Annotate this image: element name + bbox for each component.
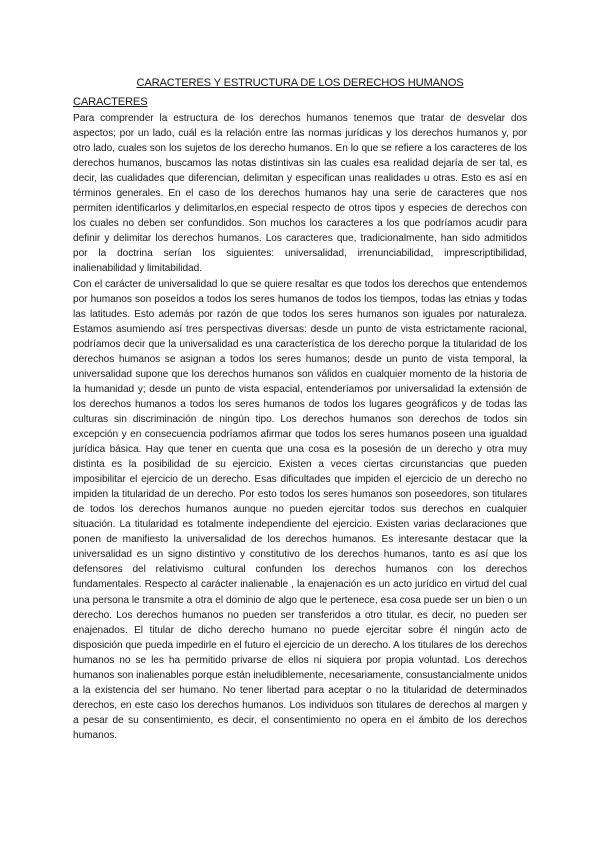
- paragraph-2: Con el carácter de universalidad lo que se quiere resaltar es que todos los derechos que entendemos por humanos son poseídos a todos los seres humanos de todos los tiempos, todas las etnias y todas las latitudes. Esto además por razón de que todos los seres humanos son iguales por naturaleza. Estamos asumiendo así tres perspectivas diversas: desde un punto de vista estrictamente racional, podríamos decir que la universalidad es una característica de los derecho porque la titularidad de los derechos humanos se asignan a todos los seres humanos; desde un punto de vista temporal, la universalidad supone que los derechos humanos son válidos en cualquier momento de la historia de la humanidad y; desde un punto de vista espacial, entenderíamos por universalidad la extensión de los derechos humanos a todos los seres humanos de todos los lugares geográficos y de todas las culturas sin discriminación de ningún tipo. Los derechos humanos son derechos de todos sin excepción y en consecuencia podríamos afirmar que todos los seres humanos poseen una igualdad jurídica básica. Hay que tener en cuenta que una cosa es la posesión de un derecho y otra muy distinta es la posibilidad de su ejercicio. Existen a veces ciertas circunstancias que pueden imposibilitar el ejercicio de un derecho. Esas dificultades que impiden el ejercicio de un derecho no impiden la titularidad de un derecho. Por esto todos los seres humanos son poseedores, son titulares de todos los derechos humanos aunque no pueden ejercitar todos sus derechos en cualquier situación. La titularidad es totalmente independiente del ejercicio. Existen varias declaraciones que ponen de manifiesto la universalidad de los derechos humanos. Es interesante destacar que la universalidad es un signo distintivo y constitutivo de los derechos humanos, tanto es así que los defensores del relativismo cultural confunden los derechos humanos con los derechos fundamentales. Respecto al carácter inalienable , la enajenación es un acto jurídico en virtud del cual una persona le transmite a otra el dominio de algo que le pertenece, esa cosa puede ser un bien o un derecho. Los derechos humanos no pueden ser transferidos a otro titular, es decir, no pueden ser enajenados. El titular de dicho derecho humano no puede ejercitar sobre él ningún acto de disposición que pueda impedirle en el futuro el ejercicio de un derecho. A los titulares de los derechos humanos no se les ha permitido privarse de ellos ni siquiera por propia voluntad. Los derechos humanos son inalienables porque están ineludiblemente, necesariamente, consustancialmente unidos a la existencia del ser humano. No tener libertad para aceptar o no la titularidad de determinados derechos, en este caso los derechos humanos. Los individuos son titulares de derechos al margen y a pesar de su consentimiento, es decir, el consentimiento no opera en el ámbito de los derechos humanos.: [73, 278, 527, 741]
- document-body: [73, 111, 527, 743]
- paragraph-1: Para comprender la estructura de los derechos humanos tenemos que tratar de desvelar dos aspectos; por un lado, cuál es la relación entre las normas jurídicas y los derechos humanos y, por otro lado, cuales son los sujetos de los derecho humanos. En lo que se refiere a los caracteres de los derechos humanos, buscamos las notas distintivas sin las cuales esa realidad dejaría de ser tal, es decir, las cualidades que diferencian, delimitan y especifican unas realidades u otras. Esto es así en términos generales. En el caso de los derechos humanos hay una serie de caracteres que nos permiten identificarlos y delimitarlos,en especial respecto de otros tipos y especies de derechos con los cuales no deben ser confundidos. Son muchos los caracteres a los que podríamos acudir para definir y delimitar los derechos humanos. Los caracteres que, tradicionalmente, han sido admitidos por la doctrina serían los siguientes: universalidad, irrenunciabilidad, imprescriptibilidad, inalienabilidad y limitabilidad.: [73, 113, 527, 275]
- document-title: CARACTERES Y ESTRUCTURA DE LOS DERECHOS HUMANOS: [136, 77, 464, 89]
- section-heading: CARACTERES: [73, 96, 148, 108]
